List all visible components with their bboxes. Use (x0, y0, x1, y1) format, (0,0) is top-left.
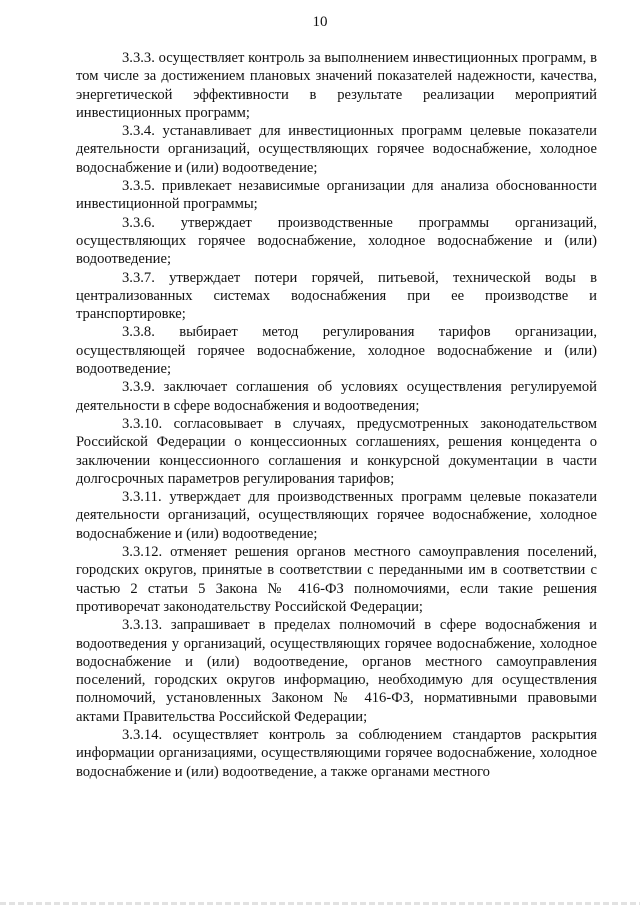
paragraph-3-3-3: 3.3.3. осуществляет контроль за выполнением инвестиционных программ, в том числе за достижением плановых значений показателей надежности, качества, энергетической эффективности в результате реализации мероприятий инвестиционных программ; (76, 50, 597, 121)
paragraph-3-3-14: 3.3.14. осуществляет контроль за соблюдением стандартов раскрытия информации организациями, осуществляющими горячее водоснабжение, холодное водоснабжение и (или) водоотведение, а также органами местного (76, 726, 597, 780)
paragraph-3-3-6: 3.3.6. утверждает производственные программы организаций, осуществляющих горячее водоснабжение, холодное водоснабжение и (или) водоотведение; (76, 214, 597, 268)
document-body (76, 49, 597, 781)
paragraph-3-3-8: 3.3.8. выбирает метод регулирования тарифов организации, осуществляющей горячее водоснабжение, холодное водоснабжение и (или) водоотведение; (76, 324, 597, 378)
paragraph-3-3-5: 3.3.5. привлекает независимые организации для анализа обоснованности инвестиционной программы; (76, 178, 597, 213)
paragraph-3-3-11: 3.3.11. утверждает для производственных программ целевые показатели деятельности организаций, осуществляющих горячее водоснабжение, холодное водоснабжение и (или) водоотведение; (76, 489, 597, 542)
paragraph-3-3-10: 3.3.10. согласовывает в случаях, предусмотренных законодательством Российской Федерации о концессионных соглашениях, решения концедента о заключении концессионного соглашения и конкурсной документации в части долгосрочных параметров регулирования тарифов; (76, 415, 597, 487)
paragraph-3-3-7: 3.3.7. утверждает потери горячей, питьевой, технической воды в централизованных системах водоснабжения при ее производстве и транспортировке; (76, 269, 597, 323)
page-number: 10 (312, 14, 328, 30)
paragraph-3-3-9: 3.3.9. заключает соглашения об условиях осуществления регулируемой деятельности в сфере водоснабжения и водоотведения; (76, 379, 597, 414)
paragraph-3-3-4: 3.3.4. устанавливает для инвестиционных программ целевые показатели деятельности организаций, осуществляющих горячее водоснабжение, холодное водоснабжение и (или) водоотведение; (76, 123, 597, 176)
paragraph-3-3-12: 3.3.12. отменяет решения органов местного самоуправления поселений, городских округов, принятые в соответствии с переданными им в соответствии с частью 2 статьи 5 Закона № 416-ФЗ полномочиями, если такие решения противоречат законодательству Российской Федерации; (76, 544, 597, 615)
paragraph-3-3-13: 3.3.13. запрашивает в пределах полномочий в сфере водоснабжения и водоотведения у организаций, осуществляющих горячее водоснабжение, холодное водоснабжение и (или) водоотведение, органов местного самоуправления поселений, городских округов информацию, необходимую для осуществления полномочий, установленных Законом № 416-ФЗ, нормативными правовыми актами Правительства Российской Федерации; (76, 617, 597, 725)
